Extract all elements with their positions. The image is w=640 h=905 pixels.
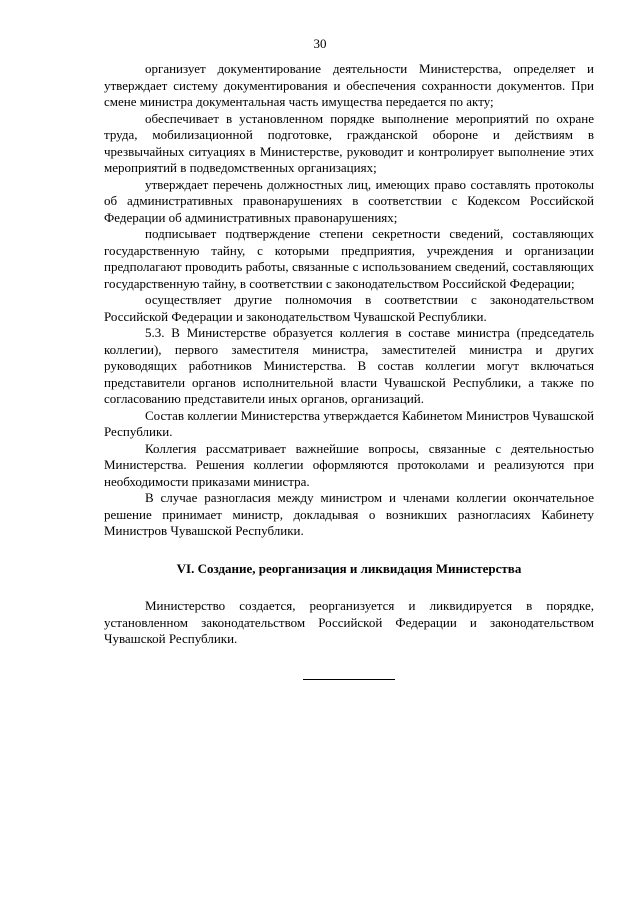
paragraph-creation: Министерство создается, реорганизуется и ликвидируется в порядке, установленном законодательством Российской Федерации и законодательством Чувашской Республики. bbox=[104, 598, 594, 646]
paragraph-collegium-composition: 5.3. В Министерстве образуется коллегия в составе министра (председатель коллегии), первого заместителя министра, заместителей министра и других руководящих работников Министерства. В состав коллегии могут включаться представители органов исполнительной власти Чувашской Республики, а также по согласованию представители иных органов, организаций. bbox=[104, 325, 594, 406]
paragraph-disagreement: В случае разногласия между министром и членами коллегии окончательное решение принимает министр, докладывая о возникших разногласиях Кабинету Министров Чувашской Республики. bbox=[104, 490, 594, 538]
paragraph-documentation: организует документирование деятельности Министерства, определяет и утверждает систему документирования и обеспечения сохранности документов. При смене министра документальная часть имущества передается по акту; bbox=[104, 61, 594, 109]
paragraph-labor-protection: обеспечивает в установленном порядке выполнение мероприятий по охране труда, мобилизационной подготовке, гражданской обороне и действиям в чрезвычайных ситуациях в Министерстве, руководит и контролирует выполнение этих мероприятий в подведомственных организациях; bbox=[104, 110, 594, 175]
section-heading: VI. Создание, реорганизация и ликвидация Министерства bbox=[176, 560, 522, 576]
page-number: 30 bbox=[313, 36, 327, 51]
paragraph-protocol-officials: утверждает перечень должностных лиц, имеющих право составлять протоколы об административных правонарушениях в соответствии с Кодексом Российской Федерации об административных правонарушениях; bbox=[104, 176, 594, 225]
document-body bbox=[104, 61, 594, 680]
paragraph-collegium-approval: Состав коллегии Министерства утверждается Кабинетом Министров Чувашской Республики. bbox=[104, 407, 594, 439]
paragraph-collegium-issues: Коллегия рассматривает важнейшие вопросы, связанные с деятельностью Министерства. Решения коллегии оформляются протоколами и реализуются при необходимости приказами министра. bbox=[104, 440, 594, 489]
paragraph-state-secret: подписывает подтверждение степени секретности сведений, составляющих государственную тайну, с которыми предприятия, учреждения и организации предполагают проводить работы, связанные с использованием сведений, составляющих государственную тайну, в соответствии с законодательством Российской Федерации; bbox=[104, 226, 594, 291]
paragraph-other-powers: осуществляет другие полномочия в соответствии с законодательством Российской Федерации и законодательством Чувашской Республики. bbox=[104, 292, 594, 324]
end-rule bbox=[303, 679, 395, 680]
